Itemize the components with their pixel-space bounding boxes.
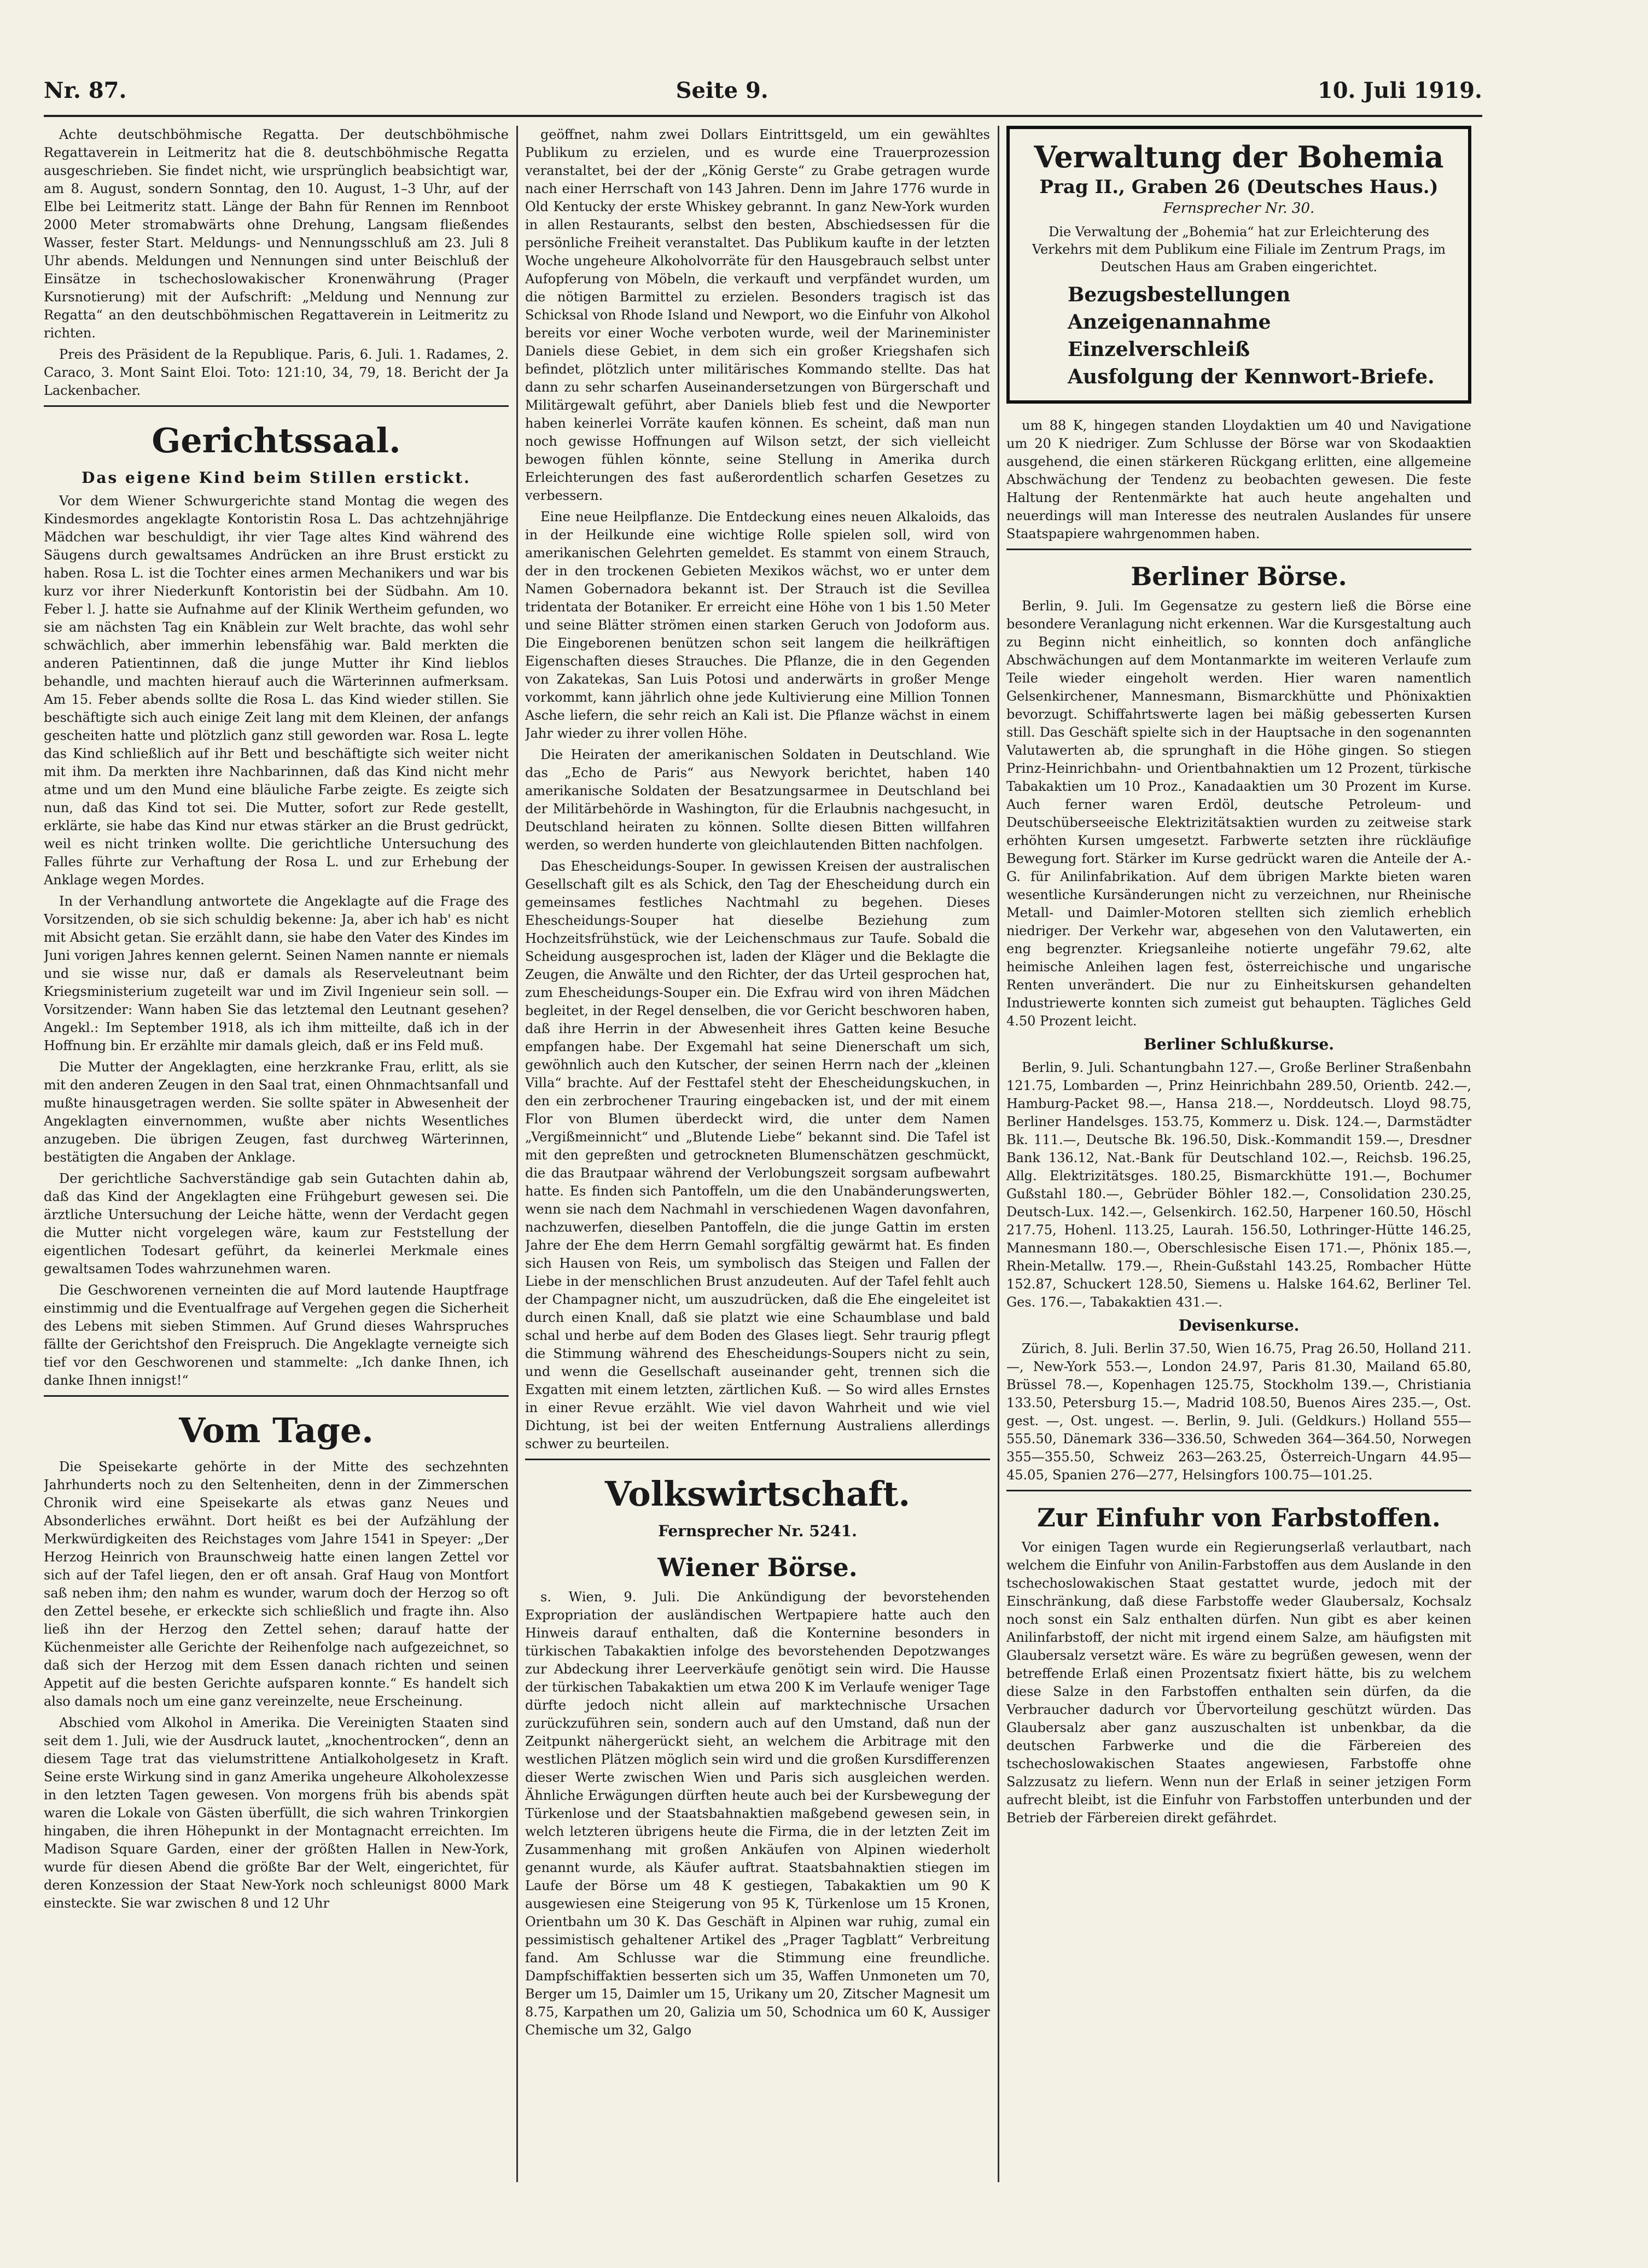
article-headline: Das eigene Kind beim Stillen erstickt. (81, 469, 471, 487)
divider (1006, 1490, 1471, 1491)
article-paragraph: Die Heiraten der amerikanischen Soldaten in Deutschland. Wie das „Echo de Paris“ aus Newyork berichtet, haben 140 amerikanische Soldaten der Besatzungsarmee in Deutschland bei der Militärbehörde in Washington, für die Erlaubnis nachgesucht, in Deutschland heiraten zu können. Sollte diesen Bitten willfahren werden, so werden hunderte von gleichlautenden Bitten nachfolgen. (525, 747, 990, 853)
article-paragraph: Vor einigen Tagen wurde ein Regierungserlaß verlautbart, nach welchem die Einfuhr von Anilin-Farbstoffen aus dem Auslande in den tschechoslowakischen Staat gestattet wurde, jedoch mit der Einschränkung, daß diese Farbstoffe weder Glaubersalz, Kochsalz noch sonst ein Salz enthalten dürfen. Nun gibt es aber keinen Anilinfarbstoff, der nicht mit irgend einem Salze, am häufigsten mit Glaubersalz versetzt wäre. Es wäre zu begrüßen gewesen, wenn der betreffende Erlaß einen Prozentsatz fixiert hätte, bis zu welchem diese Salze in den Farbstoffen enthalten sein dürfen, da die Verbraucher dadurch vor Übervorteilung geschützt würden. Das Glaubersalz aber ganz auszuschalten ist unbenkbar, da die deutschen Farbwerke und die die Färbereien des tschechoslowakischen Staates angewiesen, Farbstoffe ohne Salzzusatz zu liefern. Wenn nun der Erlaß in seiner jetzigen Form aufrecht bleibt, ist die Einfuhr von Farbstoffen unterbunden und der Betrieb der Färbereien direkt gefährdet. (1006, 1540, 1471, 1826)
article-paragraph: Zürich, 8. Juli. Berlin 37.50, Wien 16.75, Prag 26.50, Holland 211.—, New-York 553.—, London 24.97, Paris 81.30, Mailand 65.80, Brüssel 78.—, Kopenhagen 125.75, Stockholm 139.—, Christiania 133.50, Petersburg 15.—, Madrid 108.50, Buenos Aires 235.—, Ost. gest. —, Ost. ungest. —. Berlin, 9. Juli. (Geldkurs.) Holland 555—555.50, Dänemark 336—336.50, Schweden 364—364.50, Norwegen 355—355.50, Schweiz 263—263.25, Österreich-Ungarn 44.95—45.05, Spanien 276—277, Helsingfors 100.75—101.25. (1006, 1341, 1471, 1483)
regatta-notice: Achte deutschböhmische Regatta. Der deutschböhmische Regattaverein in Leitmeritz hat die 8. deutschböhmische Regatta ausgeschrieben. Sie findet nicht, wie ursprünglich beabsichtigt war, am 8. August, sondern Sonntag, den 10. August, 1–3 Uhr, auf der Elbe bei Leitmeritz statt. Länge der Bahn für Rennen im Rennboot 2000 Meter stromabwärts ohne Drehung, Langsam fließendes Wasser, fester Start. Meldungs- und Nennungsschluß am 23. Juli 8 Uhr abends. Meldungen und Nennungen sind unter Beischluß der Einsätze in tschechoslowakischer Kronenwährung (Prager Kursnotierung) mit der Aufschrift: „Meldung und Nennung zur Regatta“ an den deutschböhmischen Regattaverein in Leitmeritz zu richten. (44, 127, 509, 341)
notice-service: Anzeigenannahme (1068, 311, 1271, 334)
page-header (44, 66, 1482, 117)
column-right (1006, 126, 1471, 2193)
article-paragraph: Berlin, 9. Juli. Schantungbahn 127.—, Große Berliner Straßenbahn 121.75, Lombarden —, Prinz Heinrichbahn 289.50, Orientb. 242.—, Hamburg-Packet 98.—, Hansa 218.—, Norddeutsch. Lloyd 98.75, Berliner Handelsges. 153.75, Kommerz u. Disk. 124.—, Darmstädter Bk. 111.—, Deutsche Bk. 196.50, Disk.-Kommandit 159.—, Dresdner Bank 136.12, Nat.-Bank für Deutschland 102.—, Reichsb. 196.25, Allg. Elektrizitätsges. 180.25, Bismarckhütte 191.—, Bochumer Gußstahl 180.—, Gebrüder Böhler 182.—, Consolidation 230.25, Deutsch-Lux. 142.—, Gelsenkirch. 162.50, Harpener 160.50, Höschl 217.75, Hohenl. 113.25, Laurah. 156.50, Lothringer-Hütte 146.25, Mannesmann 180.—, Oberschlesische Eisen 171.—, Phönix 185.—, Rhein-Metallw. 179.—, Rhein-Gußstahl 143.25, Rombacher Hütte 152.87, Schuckert 128.50, Siemens u. Halske 164.62, Berliner Tel. Ges. 176.—, Tabakaktien 431.—. (1006, 1060, 1471, 1310)
notice-service: Einzelverschleiß (1068, 338, 1250, 361)
divider (1006, 549, 1471, 550)
berlin-close-title: Berliner Schlußkurse. (1144, 1035, 1334, 1053)
section-title-day: Vom Tage. (179, 1410, 374, 1450)
page-number: Seite 9. (675, 77, 768, 103)
article-paragraph: um 88 K, hingegen standen Lloydaktien um 40 und Navigatione um 20 K niedriger. Zum Schlusse der Börse war von Skodaaktien ausgehend, die einen stärkeren Rückgang erlitten, eine allgemeine Abschwächung der Tendenz zu beobachten gewesen. Die feste Haltung der Rentenmärkte hat auch heute angehalten und neuerdings will man Interesse des neutralen Auslandes für unsere Staatspapiere wahrgenommen haben. (1006, 418, 1471, 541)
article-paragraph: Der gerichtliche Sachverständige gab sein Gutachten dahin ab, daß das Kind der Angeklagten eine Frühgeburt gewesen sei. Die ärztliche Untersuchung der Leiche hätte, wenn der Verdacht gegen die Mutter nicht vorgelegen wäre, kaum zur Feststellung der eigentlichen Todesart geführt, da keinerlei Merkmale eines gewaltsamen Todes wahrzunehmen waren. (44, 1171, 509, 1276)
section-title-court: Gerichtssaal. (152, 421, 401, 460)
administration-notice-box (1006, 126, 1471, 404)
column-rule (998, 126, 999, 2182)
fx-title: Devisenkurse. (1178, 1316, 1300, 1334)
divider (525, 1459, 990, 1460)
article-paragraph: s. Wien, 9. Juli. Die Ankündigung der bevorstehenden Expropriation der ausländischen Wertpapiere hatte auch den Hinweis darauf enthalten, daß die Konternine besonders in türkischen Tabakaktien infolge des bevorstehenden Depotzwanges zur Abdeckung ihrer Leerverkäufe genötigt sein wird. Die Hausse der türkischen Tabakaktien um etwa 200 K im Verlaufe weniger Tage dürfte jedoch nicht allein auf marktechnische Ursachen zurückzuführen sein, sondern auch auf den Umstand, daß nun der Zeitpunkt nähergerückt sieht, an welchem die Arbitrage mit den westlichen Plätzen möglich sein wird und die großen Kursdifferenzen dieser Werte zwischen Wien und Paris sich ausgleichen werden. Ähnliche Erwägungen dürften heute auch bei der Kursbewegung der Türkenlose und der Staatsbahnaktien maßgebend gewesen sein, in welch letzteren übrigens heute die Firma, die in der letzten Zeit im Zusammenhang mit großen Ankäufen von Alpinen wiederholt genannt wurde, als Käufer auftrat. Staatsbahnaktien stiegen im Laufe der Börse um 48 K gestiegen, Tabakaktien um 90 K ausgewiesen eine Steigerung von 95 K, Türkenlose um 15 Kronen, Orientbahn um 30 K. Das Geschäft in Alpinen war ruhig, zumal ein pessimistisch gehaltener Artikel des „Prager Tagblatt“ Verbreitung fand. Am Schlusse war die Stimmung eine freundliche. Dampfschiffaktien besserten sich um 35, Waffen Unmoneten um 70, Berger um 15, Daimler um 15, Urikany um 20, Zitscher Magnesit um 8.75, Karpathen um 20, Galizia um 50, Schodnica um 60 K, Aussiger Chemische um 32, Galgo (525, 1589, 990, 2038)
article-paragraph: Vor dem Wiener Schwurgerichte stand Montag die wegen des Kindesmordes angeklagte Kontoristin Rosa L. Das achtzehnjährige Mädchen war beschuldigt, ihr vier Tage altes Kind während des Säugens durch gewaltsames Andrücken an ihre Brust erstickt zu haben. Rosa L. ist die Tochter eines armen Mechanikers und war bis kurz vor ihrer Niederkunft Kontoristin bei der Südbahn. Am 10. Feber l. J. hatte sie Aufnahme auf der Klinik Wertheim gefunden, wo sie am nächsten Tag ein Knäblein zur Welt brachte, das wohl sehr schwächlich, aber immerhin lebensfähig war. Bald merkten die anderen Patientinnen, daß die junge Mutter ihr Kind lieblos behandle, und machten hierauf auch die Wärterinnen aufmerksam. Am 15. Feber abends sollte die Rosa L. das Kind wieder stillen. Sie beschäftigte sich auch einige Zeit lang mit dem Kleinen, der anfangs gescheiten hatte und plötzlich ganz still geworden war. Rosa L. legte das Kind schließlich auf ihr Bett und beschäftigte sich weiter nicht mit ihm. Da merkten ihre Nachbarinnen, daß das Kind nicht mehr atme und um den Mund eine bläuliche Farbe zeigte. Es zeigte sich nun, daß das Kind tot sei. Die Mutter, sofort zur Rede gestellt, erklärte, sie habe das Kind nur etwas stärker an die Brust gedrückt, weil es nicht trinken wollte. Die gerichtliche Untersuchung des Falles führte zur Verhaftung der Rosa L. und zur Erhebung der Anklage wegen Mordes. (44, 493, 509, 888)
notice-title: Verwaltung der Bohemia (1034, 139, 1444, 174)
article-paragraph: Das Ehescheidungs-Souper. In gewissen Kreisen der australischen Gesellschaft gilt es als Schick, den Tag der Ehescheidung durch ein gemeinsames festliches Nachtmahl zu begehen. Dieses Ehescheidungs-Souper hat dieselbe Beziehung zum Hochzeitsfrühstück, wie der Leichenschmaus zur Taufe. Sobald die Scheidung ausgesprochen ist, laden der Kläger und die Beklagte die Zeugen, die Anwälte und den Richter, der das Urteil gesprochen hat, zum Ehescheidungs-Souper ein. Die Exfrau wird von ihren Mädchen begleitet, in der Regel denselben, die vor Gericht beschworen haben, daß ihre Herrin in der Abwesenheit ihres Gatten keine Besuche empfangen habe. Der Exgemahl hat seine Dienerschaft um sich, gewöhnlich auch den Kutscher, der seinen Herrn nach der „kleinen Villa“ brachte. Auf der Festtafel steht der Ehescheidungskuchen, in den ein zerbrochener Trauring eingebacken ist, und der mit einem Flor von Blumen überdeckt wird, die unter dem Namen „Vergißmeinnicht“ und „Blutende Liebe“ bekannt sind. Die Tafel ist mit den gepreßten und getrockneten Blumenschätzen geschmückt, die das Brautpaar während der Verlobungszeit sorgsam aufbewahrt hatte. Es finden sich Pantoffeln, um die den Unabänderungswerten, wenn sie nach dem Nachmahl in verschiedenen Wagen davonfahren, nachzuwerfen, dieselben Pantoffeln, die die junge Gattin im ersten Jahre der Ehe dem Herrn Gemahl sorgfältig gewärmt hat. Es finden sich Hausen von Reis, um symbolisch das Steigen und Fallen der Liebe in der menschlichen Brust anzudeuten. Auf der Tafel fehlt auch der Champagner nicht, um auszudrücken, daß die Ehe eingeleitet ist durch einen Knall, daß sie platzt wie eine Schaumblase und bald schal und herbe auf dem Boden des Glases liegt. Sehr traurig pflegt die Stimmung während des Ehescheidungs-Soupers nicht zu sein, und wenn die Gesellschaft auseinander geht, trennen sich die Exgatten mit einem letzten, zärtlichen Kuß. — So wird alles Ernstes in einer Revue erzählt. Wie viel davon Wahrheit und wie viel Dichtung, ist bei der weiten Entfernung Australiens allerdings schwer zu beurteilen. (525, 859, 990, 1451)
newspaper-page (44, 66, 1482, 2199)
article-paragraph: In der Verhandlung antwortete die Angeklagte auf die Frage des Vorsitzenden, ob sie sich schuldig bekenne: Ja, aber ich hab' es nicht mit Absicht getan. Sie erzählt dann, sie habe den Vater des Kindes im Juni vorigen Jahres kennen gelernt. Seinen Namen nannte er niemals und sie wisse nur, daß er damals als Reserveleutnant beim Kriegsministerium zugeteilt war und im Zivil Ingenieur sein soll. — Vorsitzender: Wann haben Sie das letztemal den Leutnant gesehen? Angekl.: Im September 1918, als ich ihm mitteilte, daß ich in der Hoffnung bin. Er erzählte mir damals gleich, daß er ins Feld muß. (44, 894, 509, 1053)
column-middle (525, 126, 990, 2193)
dye-import-title: Zur Einfuhr von Farbstoffen. (1037, 1503, 1441, 1532)
article-paragraph: Eine neue Heilpflanze. Die Entdeckung eines neuen Alkaloids, das in der Heilkunde eine wichtige Rolle spielen soll, wird von amerikanischen Gelehrten gemeldet. Es stammt von einem Strauch, der in den trockenen Gebieten Mexikos wächst, wo er unter dem Namen Gobernadora bekannt ist. Der Strauch ist die Sevillea tridentata der Botaniker. Er erreicht eine Höhe von 1 bis 1.50 Meter und seine Blätter strömen einen starken Geruch von Jodoform aus. Die Eingeborenen benützen schon seit langem die heilkräftigen Eigenschaften dieses Strauches. Die Pflanze, die in den Gegenden von Zakatekas, San Luis Potosi und anderwärts in großer Menge vorkommt, kann jährlich ohne jede Kultivierung eine Million Tonnen Asche liefern, die sehr reich an Kali ist. Die Pflanze wächst in einem Jahr wieder zu ihrer vollen Höhe. (525, 509, 990, 741)
notice-body: Die Verwaltung der „Bohemia“ hat zur Erleichterung des Verkehrs mit dem Publikum eine Filiale im Zentrum Prags, im Deutschen Haus am Graben eingerichtet. (1032, 224, 1446, 275)
article-paragraph: Die Mutter der Angeklagten, eine herzkranke Frau, erlitt, als sie mit den anderen Zeugen in den Saal trat, einen Ohnmachtsanfall und mußte hinausgetragen werden. Sie sollte später in Abwesenheit der Angeklagten einvernommen, wußte aber nichts Wesentliches anzugeben. Die übrigen Zeugen, fast durchweg Wärterinnen, bestätigten die Angaben der Anklage. (44, 1059, 509, 1165)
column-rule (516, 126, 518, 2182)
notice-phone: Fernsprecher Nr. 30. (1163, 200, 1315, 217)
race-result: Preis des Präsident de la Republique. Paris, 6. Juli. 1. Radames, 2. Caraco, 3. Mont Saint Eloi. Toto: 121:10, 34, 79, 18. Bericht der Ja Lackenbacher. (44, 347, 509, 398)
article-paragraph: Die Speisekarte gehörte in der Mitte des sechzehnten Jahrhunderts noch zu den Seltenheiten, denn in der Zimmerschen Chronik wird eine Speisekarte als etwas ganz Neues und Absonderliches erwähnt. Dort heißt es bei der Aufzählung der Merkwürdigkeiten des Reichstages vom Jahre 1541 in Speyer: „Der Herzog Heinrich von Braunschweig hatte einen langen Zettel vor sich auf der Tafel liegen, den er oft ansah. Graf Haug von Montfort saß neben ihm; den nahm es wunder, warum doch der Herzog so oft den Zettel besehe, er erkeckte sich schließlich und fragte ihn. Also ließ ihn der Herzog den Zettel sehen; darauf hatte der Küchenmeister alle Gerichte der Reihenfolge nach aufgezeichnet, so daß sich der Herzog mit dem Essen danach richten und seinen Appetit auf die besten Gerichte aufsparen konnte.“ Es handelt sich also damals noch um eine ganz vereinzelte, neue Erscheinung. (44, 1459, 509, 1709)
divider (44, 405, 509, 407)
article-paragraph: Die Geschworenen verneinten die auf Mord lautende Hauptfrage einstimmig und die Eventualfrage auf Vergehen gegen die Sicherheit des Lebens mit sieben Stimmen. Auf Grund dieses Wahrspruches fällte der Gerichtshof den Freispruch. Die Angeklagte verneigte sich tief vor den Geschworenen und stammelte: „Ich danke Ihnen, ich danke Ihnen innigst!“ (44, 1282, 509, 1388)
article-paragraph: Berlin, 9. Juli. Im Gegensatze zu gestern ließ die Börse eine besondere Veranlagung nicht erkennen. War die Kursgestaltung auch zu Beginn nicht einheitlich, so konnten doch anfängliche Abschwächungen auf dem Montanmarkte im weiteren Verlaufe zum Teile wieder eingeholt werden. Hier waren namentlich Gelsenkirchener, Mannesmann, Bismarckhütte und Phönixaktien bevorzugt. Schiffahrtswerte lagen bei mäßig gebesserten Kursen still. Das Geschäft spielte sich in der Hauptsache in den sogenannten Valutawerten ab, die sprunghaft in die Höhe gingen. So stiegen Prinz-Heinrichbahn- und Orientbahnaktien um 12 Prozent, türkische Tabakaktien um 10 Proz., Kanadaaktien um 30 Prozent im Kurse. Auch ferner waren Erdöl, deutsche Petroleum- und Deutschüberseeische Elektrizitätsaktien wurden zu zeitweise stark erhöhten Kursen umgesetzt. Farbwerte setzten ihre rückläufige Bewegung fort. Stärker im Kurse gedrückt waren die Anteile der A.-G. für Anilinfabrikation. Auf dem übrigen Markte bieten waren wesentliche Kursänderungen nicht zu verzeichnen, nur Rheinische Metall- und Daimler-Motoren stellten sich ziemlich erheblich niedriger. Der Verkehr war, abgesehen von den Valutawerten, ein eng begrenzter. Kriegsanleihe notierte ungefähr 79.62, alte heimische Anleihen lagen fest, österreichische und ungarische Renten unverändert. Die nur zu Einheitskursen gehandelten Industriewerte konnten sich zumeist gut behaupten. Tägliches Geld 4.50 Prozent leicht. (1006, 598, 1471, 1029)
berlin-exchange-title: Berliner Börse. (1131, 562, 1347, 591)
issue-number: Nr. 87. (44, 77, 127, 103)
notice-service: Bezugsbestellungen (1068, 283, 1291, 306)
article-paragraph: Abschied vom Alkohol in Amerika. Die Vereinigten Staaten sind seit dem 1. Juli, wie der Ausdruck lautet, „knochentrocken“, denn an diesem Tage trat das vielumstrittene Antialkoholgesetz in Kraft. Seine erste Wirkung sind in ganz Amerika ungeheure Alkoholexzesse in den letzten Tagen gewesen. Von morgens früh bis abends spät waren die Lokale von Gästen überfüllt, die sich wahren Trinkorgien hingaben, die ihren Höhepunkt in der Montagnacht erreichten. Im Madison Square Garden, einer der größten Hallen in New-York, wurde für diesen Abend die größte Bar der Welt, eingerichtet, für deren Konzession der Staat New-York noch schleunigst 8000 Mark einsteckte. Sie war zwischen 8 und 12 Uhr (44, 1715, 509, 1911)
article-paragraph: geöffnet, nahm zwei Dollars Eintrittsgeld, um ein gewähltes Publikum zu erzielen, und es wurde eine Trauerprozession veranstaltet, bei der der „König Gerste“ zu Grabe getragen wurde nach einer Herrschaft von 143 Jahren. Denn im Jahre 1776 wurde in Old Kentucky der erste Whiskey gebrannt. In ganz New-York wurden in allen Restaurants, selbst den besten, Abschiedsessen für die persönliche Freiheit veranstaltet. Das Publikum kaufte in der letzten Woche ungeheure Alkoholvorräte für den Hausgebrauch selbst unter Aufopferung von Möbeln, die verkauft und verpfändet wurden, um die nötigen Barmittel zu erzielen. Besonders tragisch ist das Schicksal von Rhode Island und Newport, wo die Einfuhr von Alkohol bereits vor einer Woche verboten wurde, weil der Marineminister Daniels diese Gebiet, in dem sich ein großer Kriegshafen sich befindet, plötzlich unter militärisches Kommando stellte. Das hat dann zu sehr scharfen Auseinandersetzungen von Bürgerschaft und Militärgewalt geführt, aber Daniels blieb fest und die Newporter haben keinerlei Vorräte kaufen können. Es scheint, daß man nun noch gewisse Hoffnungen auf Wilson setzt, der sich vielleicht bewogen fühlen könnte, seine Stellung in Amerika durch Erleichterungen des fast außerordentlich scharfen Gesetzes zu verbessern. (525, 127, 990, 503)
divider (44, 1395, 509, 1397)
column-left (44, 126, 509, 2193)
vienna-exchange-title: Wiener Börse. (657, 1553, 858, 1582)
economy-phone: Fernsprecher Nr. 5241. (658, 1522, 857, 1540)
section-title-economy: Volkswirtschaft. (604, 1474, 911, 1514)
notice-service: Ausfolgung der Kennwort-Briefe. (1068, 365, 1435, 388)
issue-date: 10. Juli 1919. (1317, 77, 1482, 103)
notice-address: Prag II., Graben 26 (Deutsches Haus.) (1039, 176, 1439, 198)
